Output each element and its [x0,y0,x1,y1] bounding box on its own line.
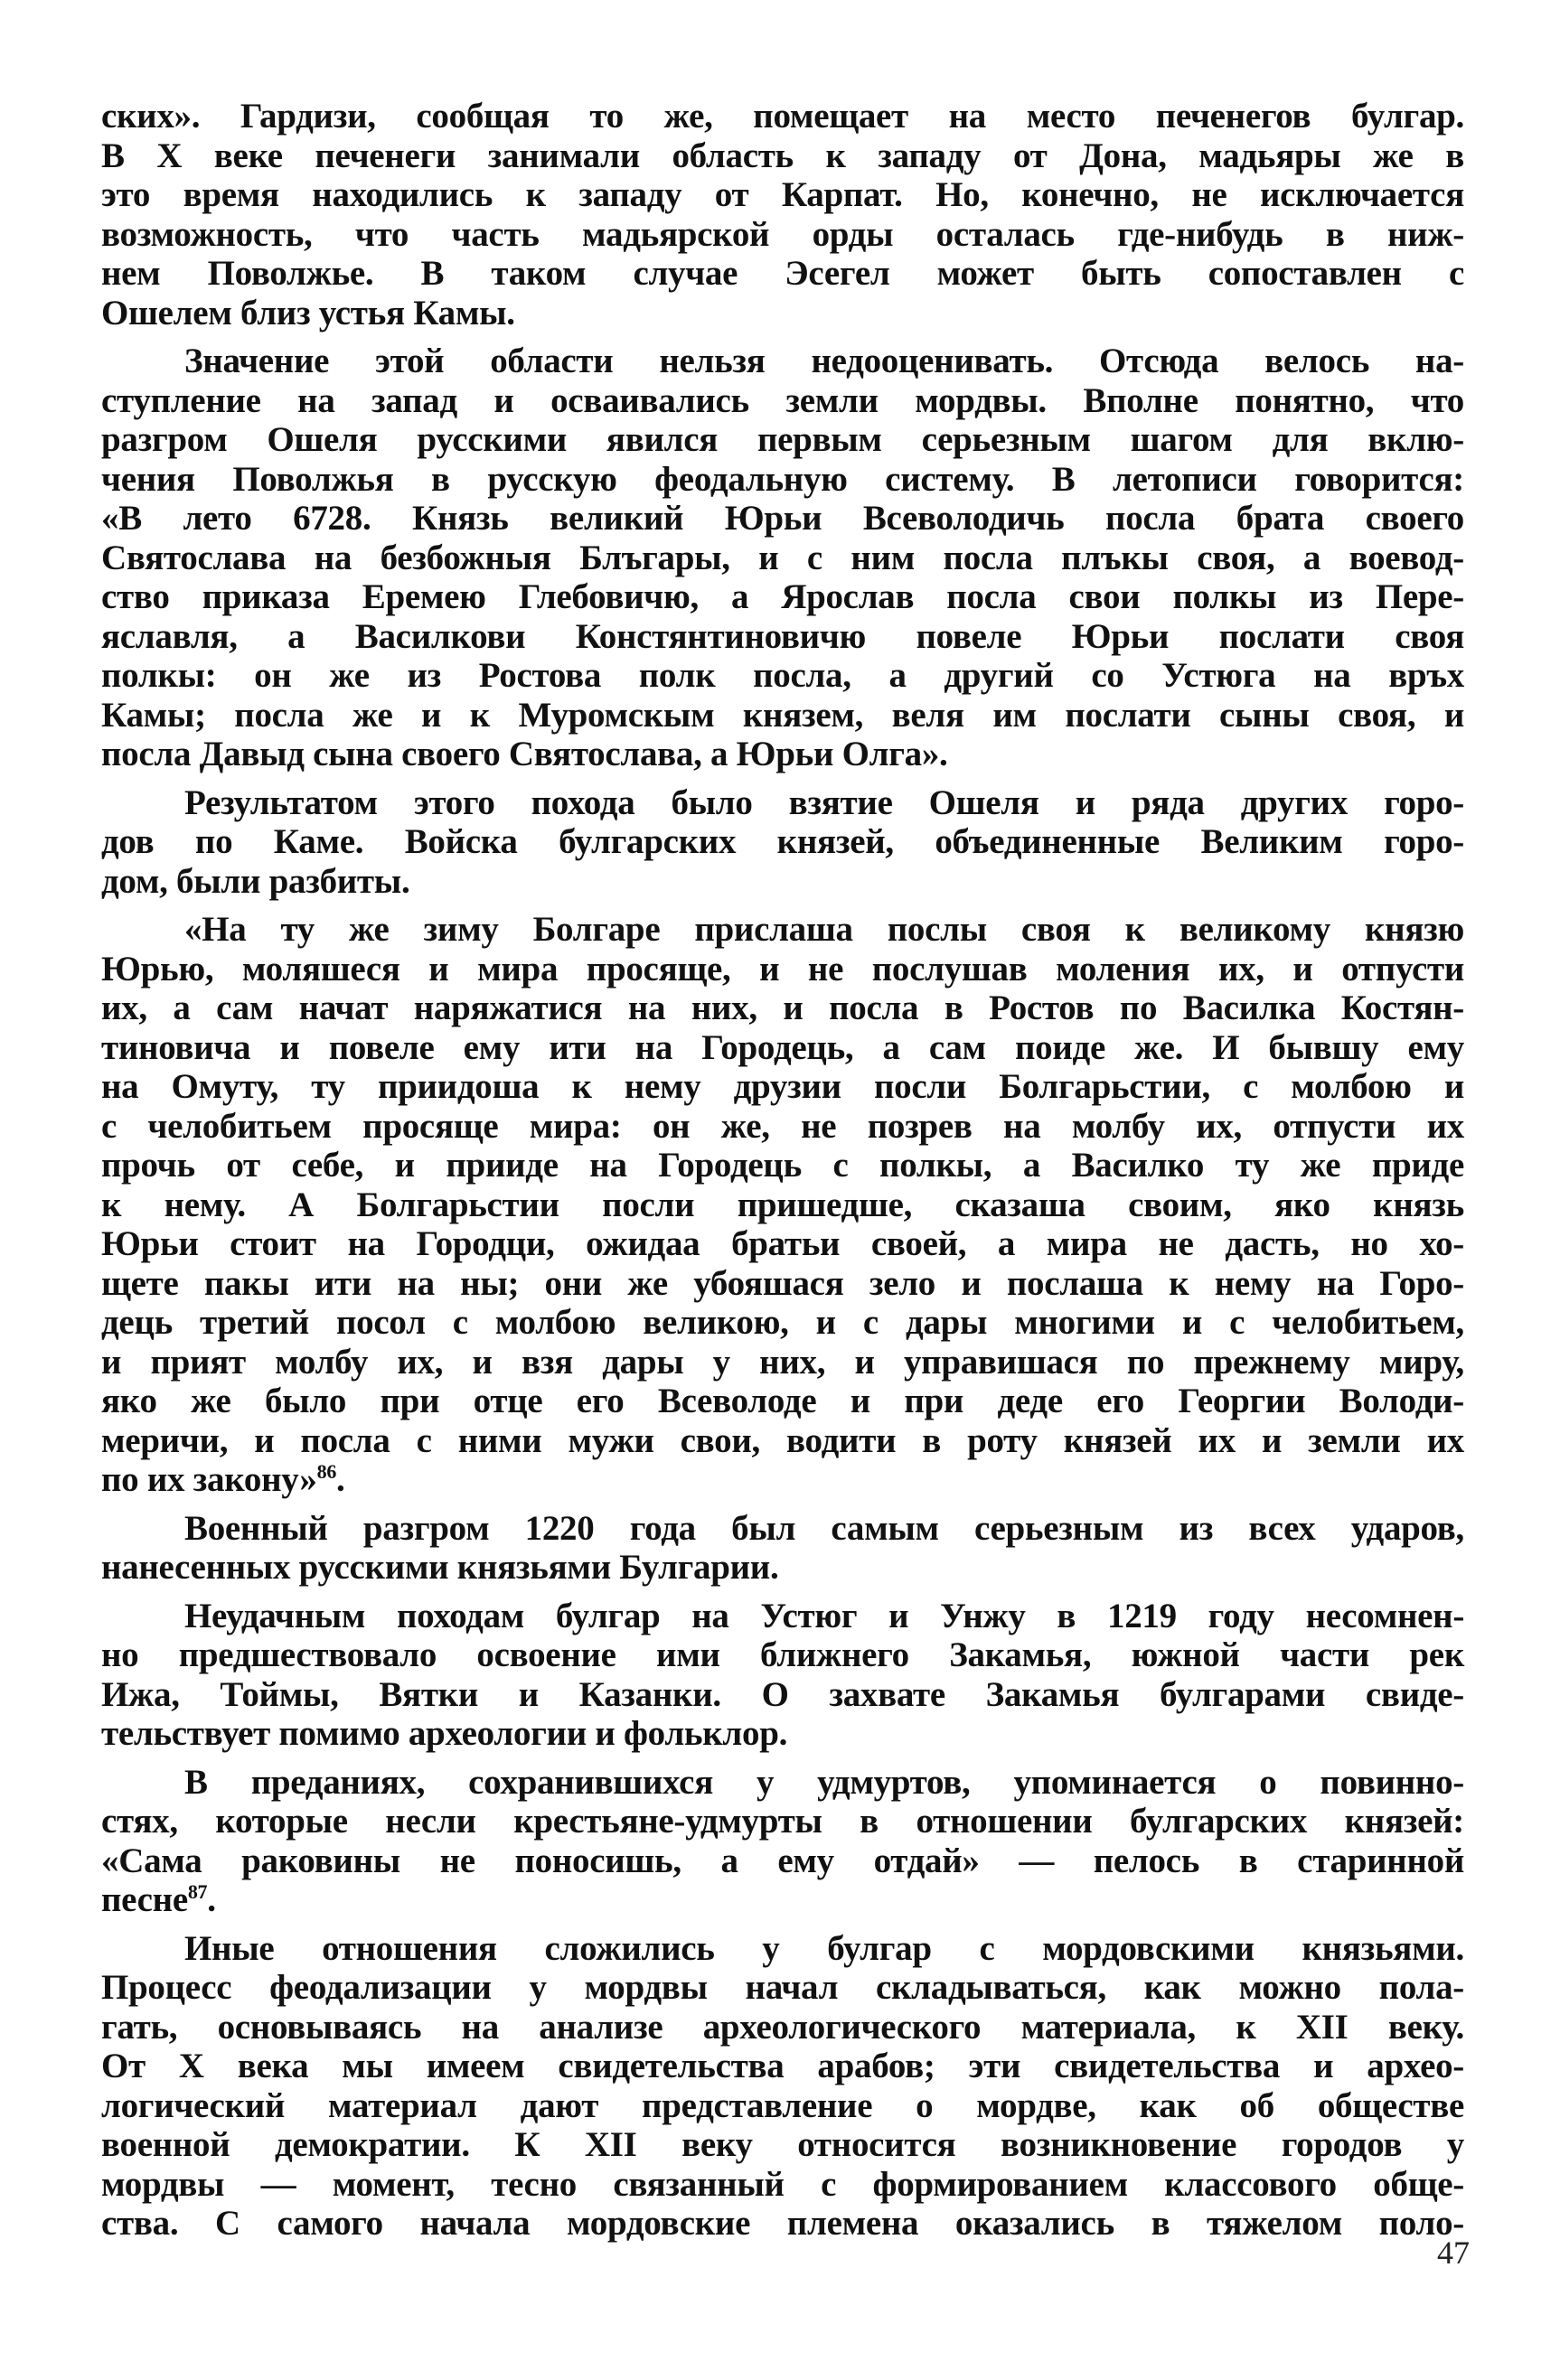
line-text: Юрью, моляшеся и мира просяще, и не послушав моления их, и отпусти [101,949,1464,989]
line-text: «В лето 6728. Князь великий Юрьи Всеволодичь посла брата своего [101,499,1464,538]
text-line [101,1067,1464,1107]
line-text: «Сама раковины не поносишь, а ему отдай» — пелось в старинной [101,1841,1464,1880]
footnote-marker: 87 [187,1880,208,1903]
paragraph [101,1763,1464,1920]
text-line [101,97,1464,136]
text-line [101,1509,1464,1549]
line-text: ство приказа Еремею Глебовичю, а Ярослав посла свои полкы из Пере- [101,577,1464,616]
line-text: Военный разгром 1220 года был самым серьезным из всех ударов, [184,1508,1464,1548]
line-text: Результатом этого похода было взятие Ошеля и ряда других горо- [184,782,1464,822]
text-line [101,342,1464,381]
paragraph [101,342,1464,774]
text-line [101,1264,1464,1304]
text-line [101,822,1464,862]
page-body [101,97,1464,2244]
line-text: на Омуту, ту приидоша к нему друзии посли Болгарьстии, с молбою и [101,1067,1464,1106]
text-line [101,577,1464,617]
text-line [101,1303,1464,1343]
line-text: военной демократии. К XII веку относится возникновение городов у [101,2125,1464,2164]
paragraph [101,1929,1464,2244]
line-text: и прият молбу их, и взя дары у них, и управишася по прежнему миру, [101,1342,1464,1382]
text-line [101,1597,1464,1636]
text-line [101,696,1464,736]
line-text: это время находились к западу от Карпат. Но, конечно, не исключается [101,175,1464,214]
text-line [101,1343,1464,1382]
line-text: логический материал дают представление о мордве, как об обществе [101,2085,1464,2125]
paragraph [101,1509,1464,1588]
line-text: Процесс феодализации у мордвы начал складываться, как можно пола- [101,1968,1464,2007]
line-text: Значение этой области нельзя недооценивать. Отсюда велось на- [184,342,1464,380]
line-text: полкы: он же из Ростова полк посла, а другий со Устюга на връх [101,656,1464,695]
footnote-suffix: . [336,1460,345,1499]
page-number: 47 [1437,2235,1470,2271]
line-text: Ижа, Тоймы, Вятки и Казанки. О захвате Закамья булгарами свиде- [101,1674,1464,1714]
line-text: посла Давыд сына своего Святослава, а Юрьи Олга». [101,735,948,773]
text-line [101,499,1464,539]
text-line [101,1107,1464,1147]
text-line [101,617,1464,657]
line-text: ства. С самого начала мордовские племена оказались в тяжелом поло- [101,2204,1464,2243]
text-line [101,1841,1464,1881]
line-text: их, а сам начат наряжатися на них, и посла в Ростов по Василка Костян- [101,989,1464,1027]
text-line [101,1675,1464,1715]
line-text: мордвы — момент, тесно связанный с формированием классового обще- [101,2164,1464,2204]
line-text: Камы; посла же и к Муромскым князем, веля им послати сыны своя, и [101,695,1464,735]
line-text: чения Поволжья в русскую феодальную систему. В летописи говорится: [101,459,1464,499]
text-line [101,1880,1464,1920]
text-line [101,1763,1464,1803]
line-text: Ошелем близ устья Камы. [101,293,515,333]
text-line [101,215,1464,255]
text-line [101,1968,1464,2008]
text-line [101,175,1464,215]
text-line [101,294,1464,333]
text-line [101,1460,1464,1500]
line-text: прочь от себе, и прииде на Городець с полкы, а Василко ту же приде [101,1146,1464,1185]
text-line [101,656,1464,696]
line-text: по их закону» [101,1460,317,1499]
text-line [101,1224,1464,1264]
line-text: разгром Ошеля русскими явился первым серьезным шагом для вклю- [101,420,1464,459]
footnote-suffix: . [207,1880,216,1919]
text-line [101,460,1464,500]
text-line [101,1185,1464,1225]
line-text: Юрьи стоит на Городци, ожидаа братьи своей, а мира не дасть, но хо- [101,1224,1464,1263]
line-text: От X века мы имеем свидетельства арабов; эти свидетельства и архео- [101,2047,1464,2085]
text-line [101,950,1464,989]
line-text: В преданиях, сохранившихся у удмуртов, упоминается о повинно- [184,1762,1464,1802]
line-text: яславля, а Василкови Констянтиновичю повеле Юрьи послати своя [101,616,1464,656]
line-text: Неудачным походам булгар на Устюг и Унжу в 1219 году несомнен- [184,1596,1464,1635]
text-line [101,1146,1464,1185]
paragraph [101,97,1464,333]
line-text: нем Поволжье. В таком случае Эсегел может быть сопоставлен с [101,254,1464,293]
line-text: Святослава на безбожныя Блъгары, и с ним посла плъкы своя, а воевод- [101,538,1464,577]
line-text: Иные отношения сложились у булгар с мордовскими князьями. [184,1928,1464,1968]
text-line [101,254,1464,294]
line-text: дом, были разбиты. [101,861,410,901]
paragraph [101,783,1464,902]
line-text: тиновича и повеле ему ити на Городець, а сам поиде же. И бывшу ему [101,1027,1464,1067]
text-line [101,989,1464,1028]
text-line [101,862,1464,902]
text-line [101,420,1464,460]
text-line [101,1714,1464,1754]
text-line [101,1028,1464,1068]
line-text: ских». Гардизи, сообщая то же, помещает на место печенегов булгар. [101,97,1464,136]
line-text: яко же было при отце его Всеволоде и при деде его Георгии Володи- [101,1382,1464,1420]
line-text: меричи, и посла с ними мужи свои, водити в роту князей их и земли их [101,1420,1464,1460]
line-text: дов по Каме. Войска булгарских князей, объединенные Великим горо- [101,822,1464,861]
text-line [101,735,1464,774]
line-text: В X веке печенеги занимали область к западу от Дона, мадьяры же в [101,136,1464,175]
text-line [101,2086,1464,2126]
text-line [101,1802,1464,1841]
text-line [101,2165,1464,2205]
line-text: возможность, что часть мадьярской орды осталась где-нибудь в ниж- [101,214,1464,254]
footnote-marker: 86 [316,1460,337,1483]
line-text: с челобитьем просяще мира: он же, не позрев на молбу их, отпусти их [101,1106,1464,1146]
text-line [101,1929,1464,1969]
line-text: нанесенных русскими князьями Булгарии. [101,1548,779,1587]
line-text: ступление на запад и осваивались земли мордвы. Вполне понятно, что [101,380,1464,420]
line-text: щете пакы ити на ны; они же убояшася зело и послаша к нему на Горо- [101,1263,1464,1303]
text-line [101,381,1464,421]
text-line [101,783,1464,823]
text-line [101,2204,1464,2244]
text-line [101,910,1464,950]
text-line [101,136,1464,176]
text-line [101,539,1464,578]
paragraph [101,1597,1464,1754]
text-line [101,1548,1464,1588]
line-text: гать, основываясь на анализе археологического материала, к XII веку. [101,2007,1464,2047]
text-line [101,1635,1464,1675]
text-line [101,2125,1464,2165]
text-line [101,1382,1464,1421]
paragraph [101,910,1464,1500]
text-line [101,1421,1464,1461]
line-text: дець третий посол с молбою великою, и с дары многими и с челобитьем, [101,1303,1464,1342]
line-text: «На ту же зиму Болгаре прислаша послы своя к великому князю [184,910,1464,949]
line-text: к нему. А Болгарьстии посли пришедше, сказаша своим, яко князь [101,1185,1464,1224]
line-text: тельствует помимо археологии и фольклор. [101,1714,788,1753]
text-line [101,2047,1464,2086]
text-line [101,2008,1464,2047]
line-text: песне [101,1880,188,1919]
line-text: но предшествовало освоение ими ближнего Закамья, южной части рек [101,1635,1464,1674]
line-text: стях, которые несли крестьяне-удмурты в отношении булгарских князей: [101,1802,1464,1841]
